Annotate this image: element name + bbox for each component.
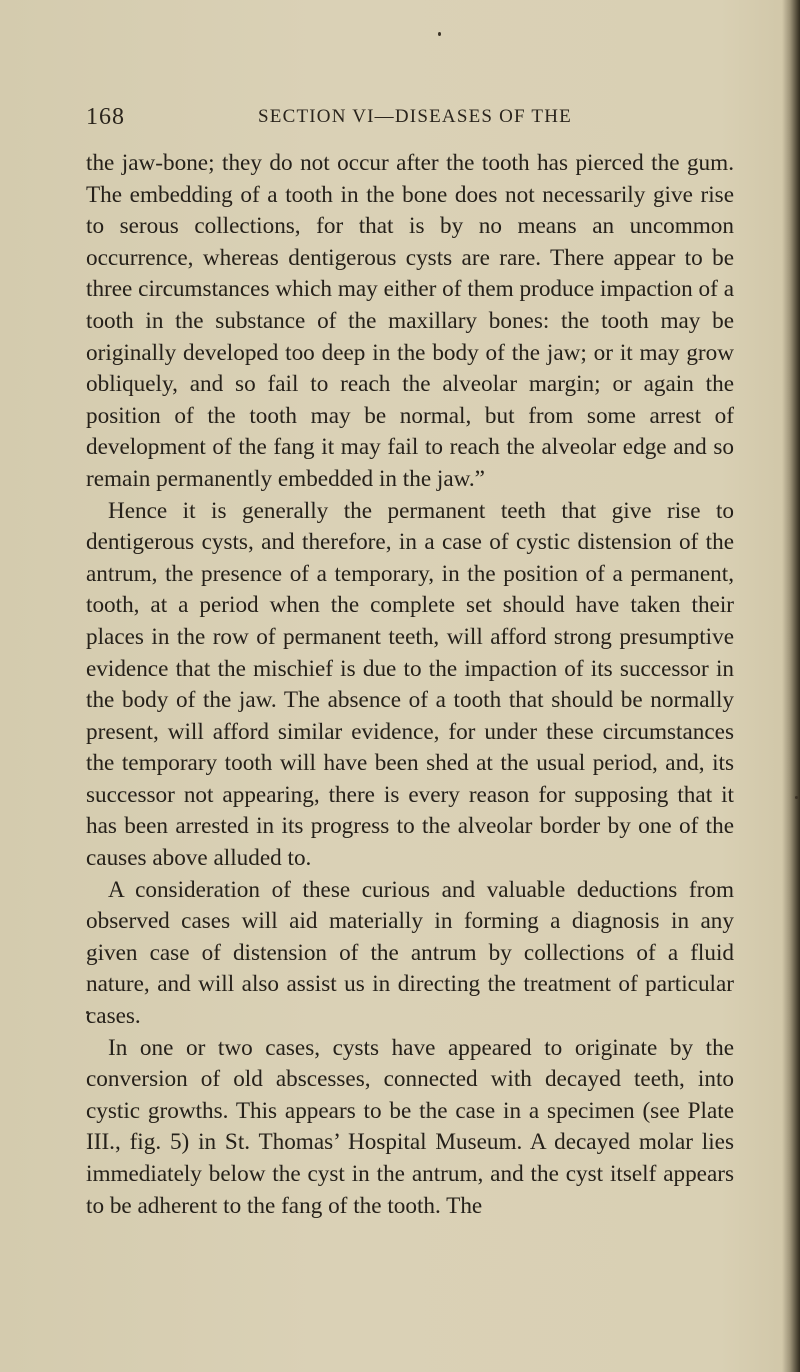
running-head: SECTION VI—DISEASES OF THE (258, 106, 572, 127)
paragraph: In one or two cases, cysts have appeared to originate by the conversion of old abscesses, connected with decayed teeth, into cystic growths. This appears to be the case in a specimen (see Plate III., fig. 5) in St. Thomas’ Hospital Museum. A decayed molar lies immediately below the cyst in the antrum, and the cyst itself appears to be adherent to the fang of the tooth. The (86, 1034, 734, 1219)
body-text (86, 148, 734, 1222)
page-header (86, 104, 736, 134)
paragraph: Hence it is generally the permanent teeth that give rise to dentigerous cysts, and therefore, in a case of cystic distension of the antrum, the presence of a temporary, in the position of a permanent, tooth, at a period when the complete set should have taken their places in the row of permanent teeth, will afford strong presumptive evidence that the mischief is due to the impaction of its successor in the body of the jaw. The absence of a tooth that should be normally present, will afford similar evidence, for under these circumstances the temporary tooth will have been shed at the usual period, and, its successor not appearing, there is every reason for supposing that it has been arrested in its progress to the alveolar border by one of the causes above alluded to. (86, 497, 734, 872)
paragraph: A consideration of these curious and valuable deductions from observed cases will aid materially in forming a diagnosis in any given case of distension of the antrum by collections of a fluid nature, and will also assist us in directing the treatment of particular cases. (86, 876, 734, 1030)
page-edge-shadow (782, 0, 800, 1372)
paragraph: the jaw-bone; they do not occur after the tooth has pierced the gum. The embedding of a tooth in the bone does not necessarily give rise to serous collections, for that is by no means an uncommon occurrence, whereas dentigerous cysts are rare. There appear to be three circumstances which may either of them produce impaction of a tooth in the substance of the maxillary bones: the tooth may be originally developed too deep in the body of the jaw; or it may grow obliquely, and so fail to reach the alveolar margin; or again the position of the tooth may be normal, but from some arrest of development of the fang it may fail to reach the alveolar edge and so remain permanently embedded in the jaw.” (86, 150, 734, 492)
page-number: 168 (86, 104, 125, 130)
